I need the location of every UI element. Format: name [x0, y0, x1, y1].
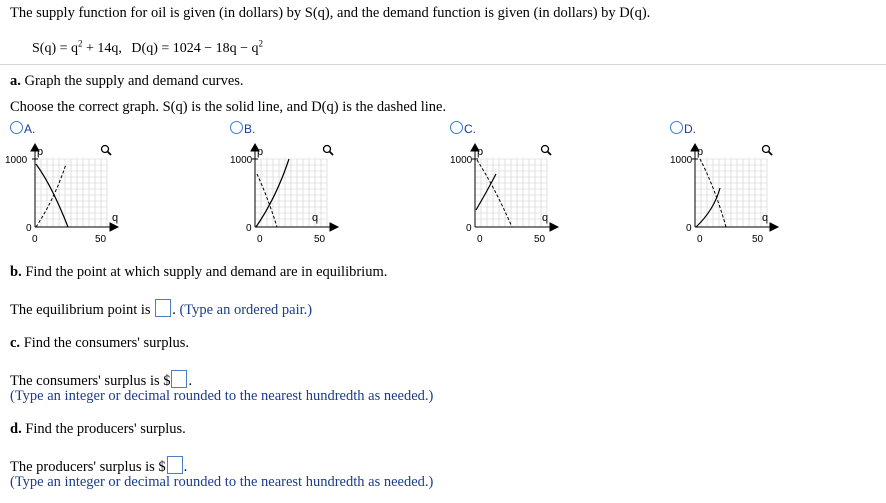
y-axis-label: p	[37, 146, 44, 158]
y-tick-label: 1000	[5, 155, 28, 166]
radio-option-d[interactable]	[670, 121, 683, 134]
part-a-instruction: Choose the correct graph. S(q) is the solid line, and D(q) is the dashed line.	[10, 99, 447, 115]
divider	[0, 64, 886, 65]
svg-text:0: 0	[686, 223, 692, 234]
radio-option-c[interactable]	[450, 121, 463, 134]
grid	[35, 159, 107, 227]
x-tick-0: 0	[697, 234, 703, 245]
axes	[31, 144, 118, 231]
y-axis-label: p	[697, 146, 704, 158]
option-d-label: D.	[684, 122, 696, 136]
demand-curve-dashed	[36, 164, 66, 227]
x-tick-0: 0	[257, 234, 263, 245]
option-a[interactable]	[10, 120, 35, 138]
x-axis-label: q	[542, 212, 549, 224]
magnifier-icon[interactable]	[761, 144, 773, 156]
x-axis-label: q	[312, 212, 319, 224]
x-axis-label: q	[112, 212, 119, 224]
graph-option-d[interactable]	[660, 138, 790, 248]
graph-option-b[interactable]	[220, 138, 350, 248]
magnifier-icon[interactable]	[540, 144, 552, 156]
y-axis-label: p	[257, 146, 264, 158]
producers-surplus-input[interactable]	[167, 456, 183, 474]
x-tick-50: 50	[534, 234, 546, 245]
part-c-hint: (Type an integer or decimal rounded to the nearest hundredth as needed.)	[10, 388, 434, 404]
svg-text:0: 0	[26, 223, 32, 234]
demand-curve-dashed	[477, 160, 512, 227]
part-c-heading: c. Find the consumers' surplus.	[10, 335, 190, 351]
y-tick-label: 1000	[450, 155, 473, 166]
graph-option-a[interactable]	[0, 138, 130, 248]
y-tick-label: 1000	[230, 155, 253, 166]
option-c-label: C.	[464, 122, 476, 136]
part-b-hint: (Type an ordered pair.)	[175, 302, 313, 318]
consumers-surplus-input[interactable]	[171, 370, 187, 388]
supply-curve-solid	[696, 188, 720, 227]
x-axis-label: q	[762, 212, 769, 224]
option-c[interactable]	[450, 120, 476, 138]
x-tick-50: 50	[752, 234, 764, 245]
y-tick-label: 1000	[670, 155, 693, 166]
x-tick-0: 0	[477, 234, 483, 245]
equilibrium-input[interactable]	[155, 299, 171, 317]
part-a-heading: a. Graph the supply and demand curves.	[10, 73, 244, 89]
svg-text:0: 0	[466, 223, 472, 234]
part-b-heading: b. Find the point at which supply and demand are in equilibrium.	[10, 264, 388, 280]
x-tick-50: 50	[95, 234, 107, 245]
option-d[interactable]	[670, 120, 696, 138]
graph-option-c[interactable]	[440, 138, 570, 248]
problem-intro: The supply function for oil is given (in dollars) by S(q), and the demand function is given (in dollars) by D(q).	[10, 5, 651, 21]
radio-option-b[interactable]	[230, 121, 243, 134]
part-d-hint: (Type an integer or decimal rounded to the nearest hundredth as needed.)	[10, 474, 434, 490]
part-c-answer-line: The consumers' surplus is $ .	[10, 370, 192, 390]
part-b-answer-line: The equilibrium point is . (Type an ordered pair.)	[10, 299, 312, 319]
part-d-answer-line: The producers' surplus is $ .	[10, 456, 187, 476]
option-b[interactable]	[230, 120, 255, 138]
magnifier-icon[interactable]	[100, 144, 112, 156]
axes	[251, 144, 338, 231]
supply-function: $S(q) = q^2 + 14q$,	[32, 38, 122, 56]
radio-option-a[interactable]	[10, 121, 23, 134]
part-d-heading: d. Find the producers' surplus.	[10, 421, 186, 437]
magnifier-icon[interactable]	[322, 144, 334, 156]
y-axis-label: p	[477, 146, 484, 158]
x-tick-50: 50	[314, 234, 326, 245]
functions-line	[32, 38, 263, 57]
demand-function: $D(q) = 1024 - 18q - q^2$	[131, 38, 264, 56]
option-b-label: B.	[244, 122, 256, 136]
option-a-label: A.	[24, 122, 36, 136]
x-tick-0: 0	[32, 234, 38, 245]
svg-text:0: 0	[246, 223, 252, 234]
